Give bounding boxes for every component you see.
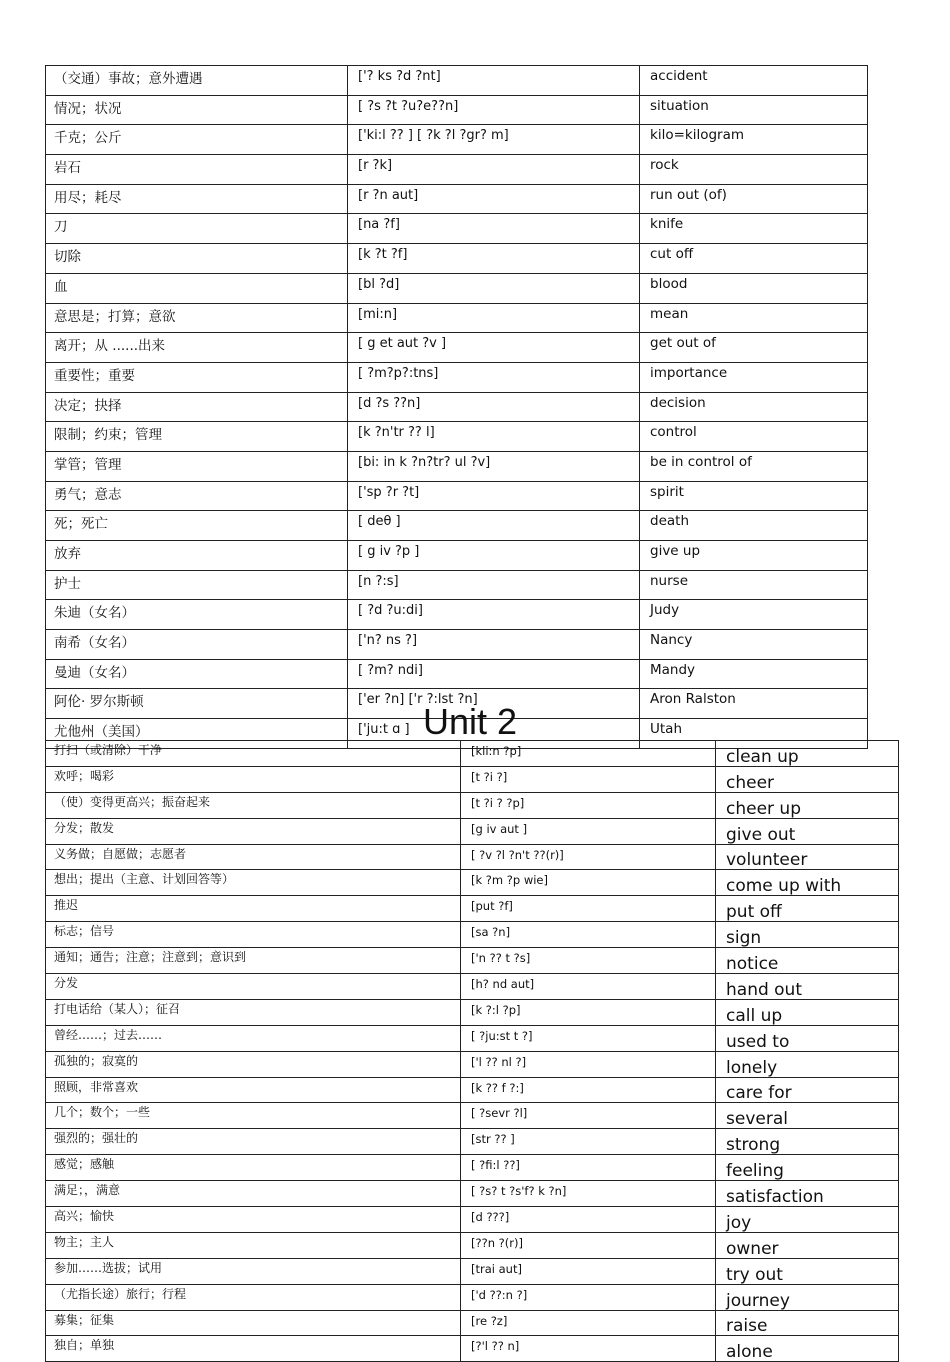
chinese-meaning-cell: 死；死亡: [46, 511, 348, 541]
unit-title: Unit 2: [422, 701, 518, 742]
vocab-table-unit2: [45, 740, 899, 1362]
phonetic-cell: [t ?i ? ?p]: [461, 792, 716, 818]
chinese-meaning-cell: 几个；数个；一些: [46, 1103, 461, 1129]
english-word-cell: rock: [640, 155, 868, 185]
chinese-meaning-cell: 感觉；感触: [46, 1155, 461, 1181]
chinese-meaning-cell: 阿伦· 罗尔斯顿: [46, 689, 348, 719]
phonetic-cell: [r ?n aut]: [348, 184, 640, 214]
table-row: [46, 303, 868, 333]
chinese-meaning-cell: 高兴；愉快: [46, 1207, 461, 1233]
english-word-cell: cheer up: [716, 792, 899, 818]
phonetic-cell: [g iv aut ]: [461, 818, 716, 844]
english-word-cell: clean up: [716, 741, 899, 767]
phonetic-cell: [?'l ?? n]: [461, 1336, 716, 1362]
english-word-cell: raise: [716, 1310, 899, 1336]
chinese-meaning-cell: 孤独的；寂寞的: [46, 1051, 461, 1077]
table-row: [46, 392, 868, 422]
english-word-cell: blood: [640, 273, 868, 303]
english-word-cell: death: [640, 511, 868, 541]
chinese-meaning-cell: 重要性；重要: [46, 362, 348, 392]
chinese-meaning-cell: 岩石: [46, 155, 348, 185]
chinese-meaning-cell: 募集；征集: [46, 1310, 461, 1336]
phonetic-cell: [ ?v ?l ?n't ??(r)]: [461, 844, 716, 870]
phonetic-cell: [ ?fi:l ??]: [461, 1155, 716, 1181]
english-word-cell: try out: [716, 1258, 899, 1284]
chinese-meaning-cell: （尤指长途）旅行；行程: [46, 1284, 461, 1310]
phonetic-cell: [put ?f]: [461, 896, 716, 922]
english-word-cell: feeling: [716, 1155, 899, 1181]
english-word-cell: Aron Ralston: [640, 689, 868, 719]
table-row: [46, 1155, 899, 1181]
phonetic-cell: [ ?ju:st t ?]: [461, 1025, 716, 1051]
chinese-meaning-cell: 尤他州（美国）: [46, 719, 348, 749]
chinese-meaning-cell: 刀: [46, 214, 348, 244]
vocab-table-body: [46, 741, 899, 1362]
english-word-cell: decision: [640, 392, 868, 422]
phonetic-cell: ['sp ?r ?t]: [348, 481, 640, 511]
phonetic-cell: [bi: in k ?n?tr? ul ?v]: [348, 451, 640, 481]
chinese-meaning-cell: 掌管；管理: [46, 451, 348, 481]
phonetic-cell: [??n ?(r)]: [461, 1232, 716, 1258]
chinese-meaning-cell: （使）变得更高兴；振奋起来: [46, 792, 461, 818]
chinese-meaning-cell: 离开；从 ......出来: [46, 333, 348, 363]
english-word-cell: kilo=kilogram: [640, 125, 868, 155]
english-word-cell: sign: [716, 922, 899, 948]
table-row: [46, 1258, 899, 1284]
table-row: [46, 1310, 899, 1336]
table-row: [46, 214, 868, 244]
phonetic-cell: [ g et aut ?v ]: [348, 333, 640, 363]
table-row: [46, 600, 868, 630]
phonetic-cell: [ ?s ?t ?u?e??n]: [348, 95, 640, 125]
phonetic-cell: [na ?f]: [348, 214, 640, 244]
phonetic-cell: [bl ?d]: [348, 273, 640, 303]
english-word-cell: cheer: [716, 766, 899, 792]
table-row: [46, 792, 899, 818]
phonetic-cell: ['ju:t ɑ ]: [348, 719, 640, 749]
chinese-meaning-cell: 血: [46, 273, 348, 303]
english-word-cell: run out (of): [640, 184, 868, 214]
table-row: [46, 1207, 899, 1233]
phonetic-cell: [d ?s ??n]: [348, 392, 640, 422]
english-word-cell: call up: [716, 999, 899, 1025]
english-word-cell: mean: [640, 303, 868, 333]
phonetic-cell: [ deθ ]: [348, 511, 640, 541]
english-word-cell: several: [716, 1103, 899, 1129]
chinese-meaning-cell: 欢呼；喝彩: [46, 766, 461, 792]
english-word-cell: Utah: [640, 719, 868, 749]
chinese-meaning-cell: 曾经……；过去……: [46, 1025, 461, 1051]
chinese-meaning-cell: 满足；，满意: [46, 1181, 461, 1207]
english-word-cell: get out of: [640, 333, 868, 363]
chinese-meaning-cell: 限制；约束；管理: [46, 422, 348, 452]
english-word-cell: cut off: [640, 244, 868, 274]
chinese-meaning-cell: 南希（女名）: [46, 630, 348, 660]
phonetic-cell: [sa ?n]: [461, 922, 716, 948]
chinese-meaning-cell: 照顾，非常喜欢: [46, 1077, 461, 1103]
chinese-meaning-cell: 用尽；耗尽: [46, 184, 348, 214]
phonetic-cell: [ ?m?p?:tns]: [348, 362, 640, 392]
table-row: [46, 818, 899, 844]
phonetic-cell: [ ?s? t ?s'f? k ?n]: [461, 1181, 716, 1207]
chinese-meaning-cell: 标志；信号: [46, 922, 461, 948]
phonetic-cell: [k ?m ?p wie]: [461, 870, 716, 896]
phonetic-cell: ['? ks ?d ?nt]: [348, 66, 640, 96]
phonetic-cell: [t ?i ?]: [461, 766, 716, 792]
phonetic-cell: ['n ?? t ?s]: [461, 948, 716, 974]
table-row: [46, 999, 899, 1025]
table-row: [46, 1077, 899, 1103]
english-word-cell: notice: [716, 948, 899, 974]
table-row: [46, 630, 868, 660]
phonetic-cell: [str ?? ]: [461, 1129, 716, 1155]
english-word-cell: alone: [716, 1336, 899, 1362]
english-word-cell: care for: [716, 1077, 899, 1103]
chinese-meaning-cell: 想出；提出（主意、计划回答等）: [46, 870, 461, 896]
table-row: [46, 422, 868, 452]
vocab-table-body: [46, 66, 868, 749]
phonetic-cell: [k ?? f ?:]: [461, 1077, 716, 1103]
english-word-cell: importance: [640, 362, 868, 392]
table-row: [46, 1232, 899, 1258]
table-row: [46, 125, 868, 155]
english-word-cell: Nancy: [640, 630, 868, 660]
table-row: [46, 66, 868, 96]
english-word-cell: joy: [716, 1207, 899, 1233]
chinese-meaning-cell: 放弃: [46, 541, 348, 571]
table-row: [46, 1103, 899, 1129]
english-word-cell: be in control of: [640, 451, 868, 481]
english-word-cell: knife: [640, 214, 868, 244]
english-word-cell: volunteer: [716, 844, 899, 870]
english-word-cell: satisfaction: [716, 1181, 899, 1207]
table-row: [46, 948, 899, 974]
table-row: [46, 362, 868, 392]
chinese-meaning-cell: 参加……选拔；试用: [46, 1258, 461, 1284]
phonetic-cell: [ g iv ?p ]: [348, 541, 640, 571]
chinese-meaning-cell: 打电话给（某人）；征召: [46, 999, 461, 1025]
table-row: [46, 244, 868, 274]
table-row: [46, 1025, 899, 1051]
vocab-table-unit1: [45, 65, 868, 749]
table-row: [46, 1284, 899, 1310]
table-row: [46, 659, 868, 689]
chinese-meaning-cell: 分发: [46, 974, 461, 1000]
table-row: [46, 870, 899, 896]
english-word-cell: put off: [716, 896, 899, 922]
table-row: [46, 184, 868, 214]
english-word-cell: give out: [716, 818, 899, 844]
english-word-cell: come up with: [716, 870, 899, 896]
chinese-meaning-cell: 切除: [46, 244, 348, 274]
phonetic-cell: [re ?z]: [461, 1310, 716, 1336]
table-row: [46, 1336, 899, 1362]
english-word-cell: Judy: [640, 600, 868, 630]
table-row: [46, 896, 899, 922]
table-row: [46, 273, 868, 303]
phonetic-cell: ['n? ns ?]: [348, 630, 640, 660]
english-word-cell: journey: [716, 1284, 899, 1310]
chinese-meaning-cell: 分发；散发: [46, 818, 461, 844]
english-word-cell: used to: [716, 1025, 899, 1051]
table-row: [46, 570, 868, 600]
chinese-meaning-cell: 勇气；意志: [46, 481, 348, 511]
chinese-meaning-cell: 意思是；打算；意欲: [46, 303, 348, 333]
chinese-meaning-cell: 通知；通告；注意；注意到；意识到: [46, 948, 461, 974]
table-row: [46, 95, 868, 125]
table-row: [46, 844, 899, 870]
chinese-meaning-cell: 决定；抉择: [46, 392, 348, 422]
phonetic-cell: [ ?d ?u:di]: [348, 600, 640, 630]
table-row: [46, 481, 868, 511]
table-row: [46, 511, 868, 541]
chinese-meaning-cell: 打扫（或清除）干净: [46, 741, 461, 767]
phonetic-cell: [k ?t ?f]: [348, 244, 640, 274]
phonetic-cell: [h? nd aut]: [461, 974, 716, 1000]
english-word-cell: Mandy: [640, 659, 868, 689]
english-word-cell: give up: [640, 541, 868, 571]
phonetic-cell: [kli:n ?p]: [461, 741, 716, 767]
phonetic-cell: [ ?sevr ?l]: [461, 1103, 716, 1129]
table-row: [46, 155, 868, 185]
english-word-cell: situation: [640, 95, 868, 125]
english-word-cell: hand out: [716, 974, 899, 1000]
phonetic-cell: [k ?n'tr ?? l]: [348, 422, 640, 452]
table-row: [46, 766, 899, 792]
english-word-cell: owner: [716, 1232, 899, 1258]
phonetic-cell: [ ?m? ndi]: [348, 659, 640, 689]
chinese-meaning-cell: （交通）事故；意外遭遇: [46, 66, 348, 96]
table-row: [46, 974, 899, 1000]
phonetic-cell: ['ki:l ?? ] [ ?k ?l ?gr? m]: [348, 125, 640, 155]
phonetic-cell: ['d ??:n ?]: [461, 1284, 716, 1310]
english-word-cell: strong: [716, 1129, 899, 1155]
chinese-meaning-cell: 义务做；自愿做；志愿者: [46, 844, 461, 870]
chinese-meaning-cell: 情况；状况: [46, 95, 348, 125]
phonetic-cell: [k ?:l ?p]: [461, 999, 716, 1025]
table-row: [46, 541, 868, 571]
english-word-cell: nurse: [640, 570, 868, 600]
english-word-cell: control: [640, 422, 868, 452]
chinese-meaning-cell: 护士: [46, 570, 348, 600]
chinese-meaning-cell: 强烈的；强壮的: [46, 1129, 461, 1155]
chinese-meaning-cell: 曼迪（女名）: [46, 659, 348, 689]
table-row: [46, 451, 868, 481]
phonetic-cell: ['l ?? nl ?]: [461, 1051, 716, 1077]
table-row: [46, 1181, 899, 1207]
chinese-meaning-cell: 独自；单独: [46, 1336, 461, 1362]
table-row: [46, 333, 868, 363]
table-row: [46, 922, 899, 948]
chinese-meaning-cell: 千克；公斤: [46, 125, 348, 155]
phonetic-cell: [d ???]: [461, 1207, 716, 1233]
phonetic-cell: [r ?k]: [348, 155, 640, 185]
phonetic-cell: ['er ?n] ['r ?:lst ?n]: [348, 689, 640, 719]
chinese-meaning-cell: 推迟: [46, 896, 461, 922]
phonetic-cell: [n ?:s]: [348, 570, 640, 600]
english-word-cell: lonely: [716, 1051, 899, 1077]
english-word-cell: accident: [640, 66, 868, 96]
chinese-meaning-cell: 朱迪（女名）: [46, 600, 348, 630]
chinese-meaning-cell: 物主；主人: [46, 1232, 461, 1258]
table-row: [46, 1051, 899, 1077]
table-row: [46, 1129, 899, 1155]
english-word-cell: spirit: [640, 481, 868, 511]
table-row: [46, 741, 899, 767]
phonetic-cell: [mi:n]: [348, 303, 640, 333]
phonetic-cell: [trai aut]: [461, 1258, 716, 1284]
